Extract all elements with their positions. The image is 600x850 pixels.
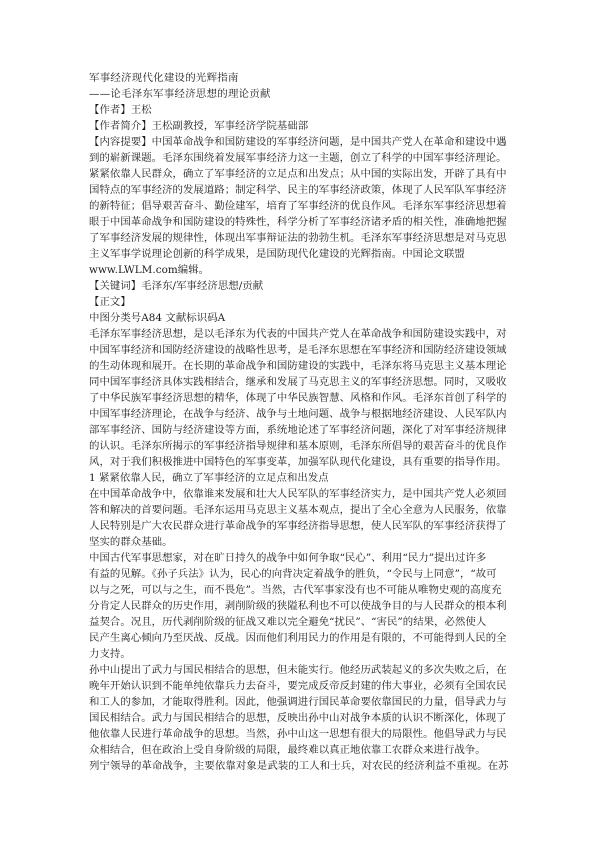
abstract-line: www.LWLM.com编辑。	[89, 264, 210, 276]
article-title: 军事经济现代化建设的光辉指南	[89, 72, 239, 84]
paragraph-line: 坚实的群众基础。	[89, 536, 173, 548]
abstract-block	[89, 134, 515, 278]
paragraph-line: 益契合。况且，历代剥削阶级的征战又难以完全避免“扰民”、“害民”的结果，必然使人	[89, 616, 487, 628]
paragraph-line: 和工人的参加，才能取得胜利。因此，他强调进行国民革命要依靠国民的力量，倡导武力与	[89, 696, 507, 708]
paragraph-line: 的认识。毛泽东所揭示的军事经济指导规律和基本原则，毛泽东所倡导的艰苦奋斗的优良作	[89, 440, 507, 452]
abstract-line: 【内容提要】中国革命战争和国防建设的军事经济问题，是中国共产党人在革命和建设中遇	[89, 136, 507, 148]
paragraph-line: 部军事经济、国防与经济建设等方面，系统地论述了军事经济问题，深化了对军事经济规律	[89, 424, 507, 436]
section1-paragraph-1	[89, 486, 515, 550]
section1-paragraph-3	[89, 662, 515, 758]
abstract-line: 的新特征；倡导艰苦奋斗、勤俭建军，培育了军事经济的优良作风。毛泽东军事经济思想着	[89, 200, 507, 212]
paragraph-line: 中国军事经济理论，在战争与经济、战争与土地问题、战争与根据地经济建设、人民军队内	[89, 408, 507, 420]
abstract-line: 了军事经济发展的规律性，体现出军事辩证法的勃勃生机。毛泽东军事经济思想是对马克思	[89, 232, 507, 244]
abstract-line: 眼于中国革命战争和国防建设的特殊性，科学分析了军事经济诸矛盾的相关性，准确地把握	[89, 216, 507, 228]
paragraph-line: 的生动体现和展开。在长期的革命战争和国防建设的实践中，毛泽东将马克思主义基本理论	[89, 360, 507, 372]
article-subtitle: ——论毛泽东军事经济思想的理论贡献	[89, 88, 271, 100]
paragraph-line: 答和解决的首要问题。毛泽东运用马克思主义基本观点，提出了全心全意为人民服务，依靠	[89, 504, 507, 516]
body-heading: 【正文】	[89, 296, 131, 308]
keywords-line: 【关键词】毛泽东/军事经济思想/贡献	[89, 280, 264, 292]
paragraph-line: 力支持。	[89, 648, 131, 660]
paragraph-line: 孙中山提出了武力与国民相结合的思想，但未能实行。他经历武装起义的多次失败之后，在	[89, 664, 507, 676]
paragraph-line: 了中华民族军事经济思想的精华，体现了中华民族智慧、风格和作风。毛泽东首创了科学的	[89, 392, 507, 404]
paragraph-line: 中国军事经济和国防经济建设的战略性思考，是毛泽东思想在军事经济和国防经济建设领域	[89, 344, 507, 356]
paragraph-line: 有益的见解。《孙子兵法》认为，民心的向背决定着战争的胜负，“令民与上同意”，“故可	[89, 568, 497, 580]
paragraph-line: 国民相结合。武力与国民相结合的思想，反映出孙中山对战争本质的认识不断深化，体现了	[89, 712, 507, 724]
section-heading: 1 紧紧依靠人民，确立了军事经济的立足点和出发点	[89, 472, 329, 484]
article-page	[89, 70, 515, 774]
author-intro: 【作者简介】王松副教授，军事经济学院基础部	[89, 120, 309, 132]
paragraph-line: 以与之死，可以与之生，而不畏危”。当然，古代军事家没有也不可能从唯物史观的高度充	[89, 584, 502, 596]
paragraph-line: 人民特别是广大农民群众进行革命战争的军事经济指导思想，使人民军队的军事经济获得了	[89, 520, 507, 532]
paragraph-line: 同中国军事经济具体实践相结合，继承和发展了马克思主义的军事经济思想。同时，又吸收	[89, 376, 507, 388]
paragraph-line: 民产生离心倾向乃至厌战、反战。因而他们利用民力的作用是有限的，不可能得到人民的全	[89, 632, 507, 644]
classification-line: 中图分类号A84 文献标识码A	[89, 312, 226, 324]
abstract-line: 主义军事学说理论创新的科学成果，是国防现代化建设的光辉指南。中国论文联盟	[89, 248, 465, 260]
paragraph-line: 晚年开始认识到不能单纯依靠兵力去奋斗，要完成反帝反封建的伟大事业，必须有全国农民	[89, 680, 507, 692]
paragraph-line: 列宁领导的革命战争，主要依靠对象是武装的工人和士兵，对农民的经济利益不重视。在苏	[89, 760, 509, 772]
paragraph-line: 中国古代军事思想家，对在旷日持久的战争中如何争取“民心”、利用“民力”提出过许多	[89, 552, 487, 564]
paragraph-line: 他依靠人民进行革命战争的思想。当然，孙中山这一思想有很大的局限性。他倡导武力与民	[89, 728, 507, 740]
paragraph-line: 风，对于我们积极推进中国特色的军事变革，加强军队现代化建设，具有重要的指导作用。	[89, 456, 507, 468]
author-line: 【作者】王松	[89, 104, 152, 116]
abstract-line: 紧紧依靠人民群众，确立了军事经济的立足点和出发点；从中国的实际出发，开辟了具有中	[89, 168, 507, 180]
paragraph-line: 众相结合，但在政治上受自身阶级的局限，最终难以真正地依靠工农群众来进行战争。	[89, 744, 486, 756]
abstract-line: 国特点的军事经济的发展道路；制定科学、民主的军事经济政策，体现了人民军队军事经济	[89, 184, 507, 196]
paragraph-line: 毛泽东军事经济思想，是以毛泽东为代表的中国共产党人在革命战争和国防建设实践中，对	[89, 328, 507, 340]
intro-paragraph	[89, 326, 515, 470]
abstract-line: 到的崭新课题。毛泽东围绕着发展军事经济力这一主题，创立了科学的中国军事经济理论。	[89, 152, 507, 164]
paragraph-line: 在中国革命战争中，依靠谁来发展和壮大人民军队的军事经济实力，是中国共产党人必须回	[89, 488, 507, 500]
section1-paragraph-2	[89, 550, 515, 662]
paragraph-line: 分肯定人民群众的历史作用，剥削阶级的狭隘私利也不可以使战争目的与人民群众的根本利	[89, 600, 507, 612]
